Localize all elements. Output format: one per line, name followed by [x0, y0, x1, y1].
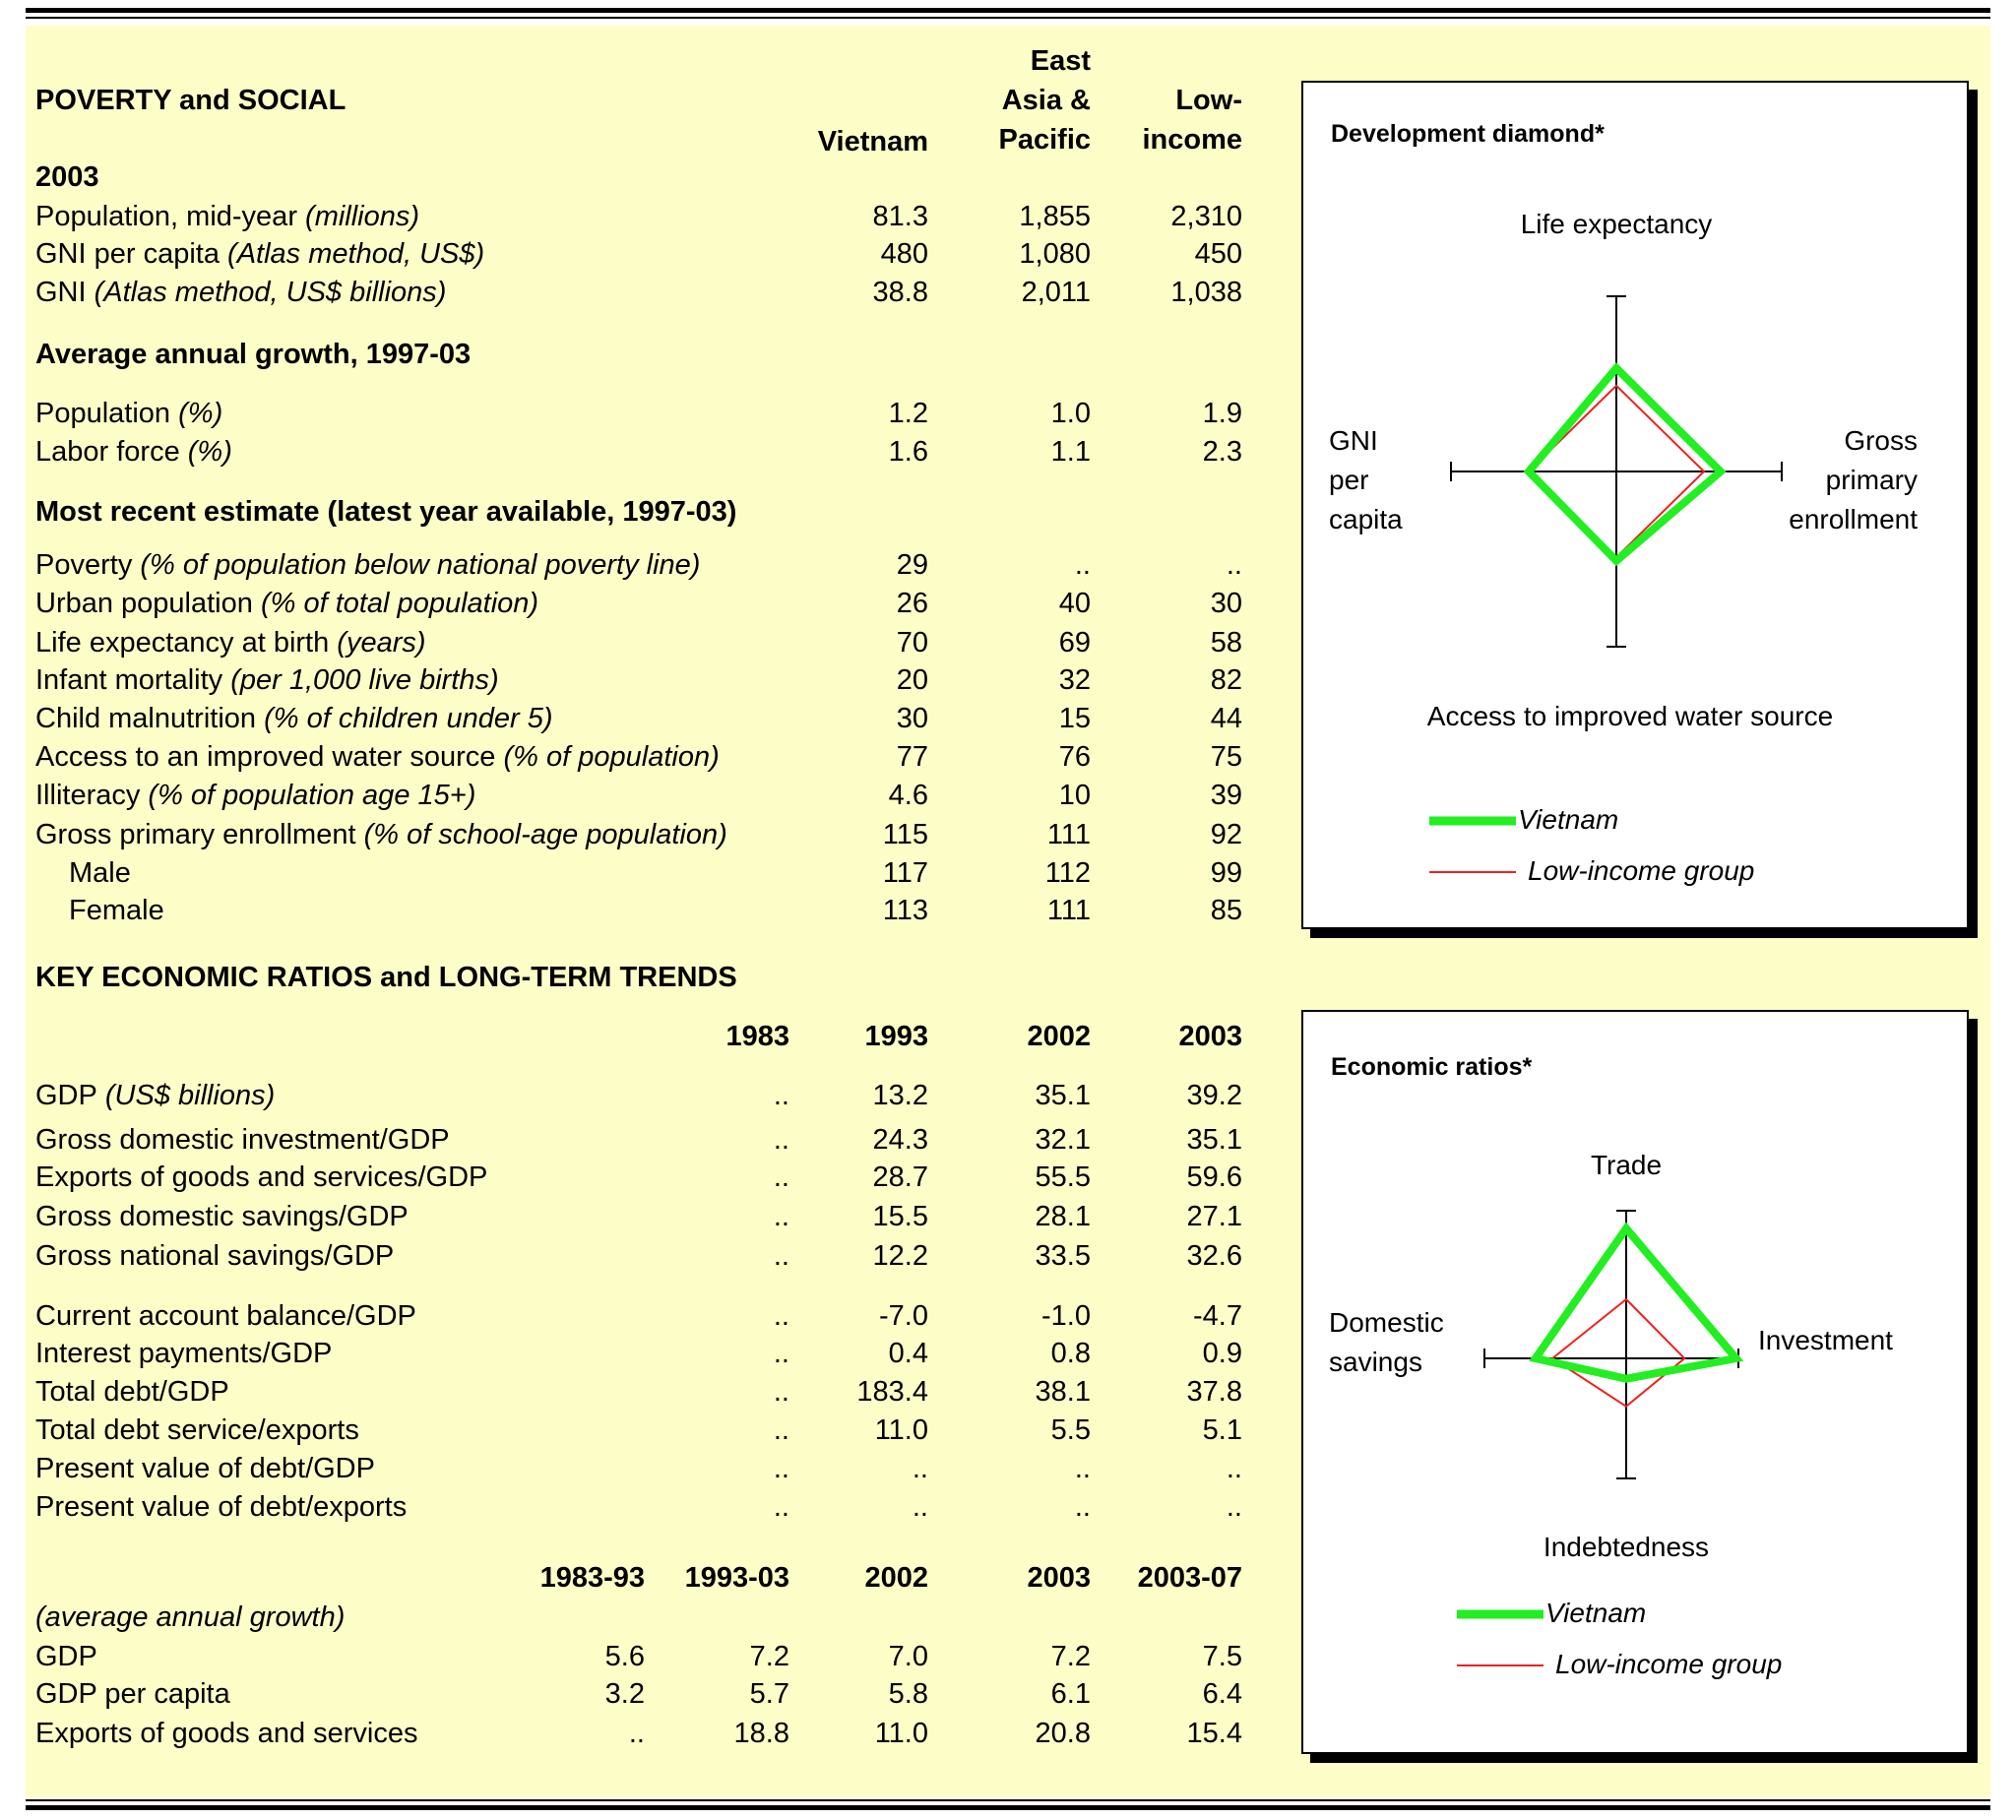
poverty-cell: 29 — [896, 549, 928, 581]
economic-cell: .. — [773, 1376, 789, 1408]
axis-label-left: savings — [1329, 1347, 1422, 1377]
poverty-row-label — [35, 740, 720, 774]
economic-cell: .. — [1074, 1453, 1091, 1484]
poverty-cell: 4.6 — [888, 780, 928, 811]
poverty-cell: 26 — [896, 588, 928, 619]
economic-cell: 12.2 — [872, 1240, 928, 1272]
poverty-row-label — [35, 779, 475, 812]
economic-row-label — [35, 1490, 407, 1524]
poverty-col-header: income — [1142, 124, 1242, 156]
row-unit: (% of children under 5) — [256, 703, 553, 734]
axis-label-left: capita — [1329, 504, 1403, 534]
axis-label-right: primary — [1825, 465, 1918, 495]
poverty-cell: 10 — [1058, 780, 1091, 811]
row-label: Present value of debt/exports — [35, 1491, 408, 1523]
axis-label-top: Life expectancy — [1520, 209, 1713, 239]
poverty-row-label — [35, 200, 419, 233]
poverty-cell: 480 — [880, 238, 928, 270]
economic-cell: 15.5 — [872, 1201, 928, 1232]
economic-cell: .. — [773, 1201, 789, 1232]
growth-col-header: 2003-07 — [1137, 1562, 1242, 1594]
economic-cell: 59.6 — [1186, 1161, 1242, 1193]
row-label: Population, mid-year — [35, 201, 297, 232]
row-unit: (% of population below national poverty line) — [132, 549, 701, 581]
legend-label: Low-income group — [1555, 1649, 1783, 1679]
row-unit: (% of population age 15+) — [140, 780, 476, 811]
poverty-cell: 30 — [896, 703, 928, 734]
poverty-row-label — [35, 702, 552, 735]
economic-cell: 24.3 — [872, 1124, 928, 1156]
economic-cell: 39.2 — [1186, 1080, 1242, 1111]
economic-cell: 11.0 — [874, 1414, 928, 1446]
axis-label-right: Investment — [1758, 1325, 1893, 1355]
poverty-cell: 58 — [1210, 627, 1242, 659]
axis-label-left: per — [1329, 465, 1369, 495]
poverty-cell: 111 — [1046, 895, 1091, 926]
economic-cell: 28.1 — [1035, 1201, 1091, 1232]
economic-cell: .. — [773, 1124, 789, 1156]
economic-row-label — [35, 1452, 375, 1485]
poverty-cell: 39 — [1210, 780, 1242, 811]
series-polygon-vietnam — [1536, 1228, 1736, 1379]
economic-cell: .. — [773, 1240, 789, 1272]
growth-cell: 20.8 — [1035, 1718, 1091, 1749]
legend-label: Vietnam — [1545, 1598, 1647, 1628]
growth-cell: 7.2 — [1050, 1641, 1091, 1672]
economic-cell: 0.9 — [1202, 1338, 1242, 1369]
poverty-cell: 92 — [1210, 819, 1242, 850]
economic-cell: .. — [773, 1338, 789, 1369]
economic-cell: .. — [773, 1161, 789, 1193]
row-label: Gross domestic savings/GDP — [35, 1201, 409, 1232]
axis-label-top: Trade — [1590, 1150, 1663, 1180]
row-label: Life expectancy at birth — [35, 627, 330, 659]
top-rule-thin — [26, 17, 1990, 19]
economic-row-label — [35, 1123, 450, 1157]
poverty-row-label — [35, 626, 426, 659]
poverty-col-header: East — [1030, 45, 1091, 77]
bottom-rule-thin — [26, 1799, 1990, 1801]
poverty-cell: 81.3 — [872, 201, 928, 232]
economic-cell: 37.8 — [1186, 1376, 1242, 1408]
growth-col-header: 1993-03 — [684, 1562, 789, 1594]
poverty-cell: 30 — [1210, 588, 1242, 619]
development-diamond-chart — [1301, 81, 1969, 929]
top-rule-thick — [26, 8, 1990, 13]
poverty-cell: 1.9 — [1202, 398, 1242, 429]
economic-cell: 28.7 — [872, 1161, 928, 1193]
row-label: Exports of goods and services/GDP — [35, 1161, 488, 1193]
poverty-row-label — [35, 397, 222, 430]
growth-cell: 5.7 — [749, 1678, 789, 1710]
poverty-cell: 82 — [1210, 664, 1242, 696]
poverty-cell: 40 — [1058, 588, 1091, 619]
economic-cell: .. — [773, 1414, 789, 1446]
poverty-cell: 77 — [896, 741, 928, 773]
axis-label-bottom: Access to improved water source — [1426, 701, 1834, 731]
economic-cell: 5.5 — [1050, 1414, 1091, 1446]
poverty-cell: 75 — [1210, 741, 1242, 773]
economic-col-header: 1983 — [725, 1021, 789, 1052]
axis-label-left: Domestic — [1329, 1307, 1444, 1338]
poverty-cell: 1,038 — [1170, 277, 1242, 308]
poverty-cell: 1.6 — [888, 436, 928, 468]
economic-cell: .. — [1226, 1491, 1242, 1523]
economic-cell: 55.5 — [1035, 1161, 1091, 1193]
growth-cell: 7.2 — [749, 1641, 789, 1672]
economic-row-label — [35, 1079, 275, 1112]
economic-row-label — [35, 1413, 359, 1447]
growth-cell: 7.0 — [888, 1641, 928, 1672]
row-label: Male — [69, 857, 131, 889]
poverty-cell: 2,310 — [1170, 201, 1242, 232]
poverty-cell: 117 — [882, 857, 928, 889]
growth-cell: 6.4 — [1202, 1678, 1242, 1710]
row-label: Population — [35, 398, 171, 429]
chart-title: Development diamond* — [1331, 120, 1605, 148]
row-unit: (Atlas method, US$) — [219, 238, 485, 270]
growth-cell: 6.1 — [1050, 1678, 1091, 1710]
axis-label-left: GNI — [1329, 425, 1378, 456]
economic-cell: 5.1 — [1202, 1414, 1242, 1446]
poverty-year-label: 2003 — [35, 161, 99, 193]
economic-cell: 35.1 — [1035, 1080, 1091, 1111]
economic-cell: 183.4 — [856, 1376, 928, 1408]
row-label: Total debt/GDP — [35, 1376, 229, 1408]
growth-cell: 7.5 — [1202, 1641, 1242, 1672]
poverty-cell: 76 — [1058, 741, 1091, 773]
poverty-cell: .. — [1226, 549, 1242, 581]
row-label: Current account balance/GDP — [35, 1300, 416, 1332]
economic-cell: .. — [1226, 1453, 1242, 1484]
economic-cell: 0.8 — [1050, 1338, 1091, 1369]
poverty-row-label — [35, 237, 484, 271]
economic-cell: 27.1 — [1186, 1201, 1242, 1232]
economic-section-title: KEY ECONOMIC RATIOS and LONG-TERM TRENDS — [35, 962, 737, 993]
growth-subheading: (average annual growth) — [35, 1601, 346, 1633]
economic-row-label — [35, 1239, 394, 1273]
poverty-cell: 1,855 — [1019, 201, 1091, 232]
poverty-cell: 115 — [882, 819, 928, 850]
poverty-cell: 15 — [1058, 703, 1091, 734]
growth-cell: 11.0 — [874, 1718, 928, 1749]
growth-col-header: 2002 — [864, 1562, 928, 1594]
row-unit: (Atlas method, US$ billions) — [86, 277, 447, 308]
poverty-group-heading: Average annual growth, 1997-03 — [35, 339, 472, 370]
economic-cell: .. — [1074, 1491, 1091, 1523]
row-unit: (years) — [329, 627, 426, 659]
growth-col-header: 1983-93 — [539, 1562, 645, 1594]
row-unit: (%) — [170, 398, 223, 429]
economic-row-label — [35, 1299, 416, 1333]
growth-cell: 3.2 — [604, 1678, 645, 1710]
poverty-cell: 85 — [1210, 895, 1242, 926]
economic-ratios-chart — [1301, 1010, 1969, 1754]
poverty-cell: 2,011 — [1021, 277, 1091, 308]
poverty-row-label — [35, 548, 700, 582]
poverty-cell: 1.1 — [1050, 436, 1091, 468]
chart-title: Economic ratios* — [1331, 1053, 1533, 1081]
row-label: Infant mortality — [35, 664, 223, 696]
growth-row-label: Exports of goods and services — [35, 1718, 418, 1749]
economic-cell: 32.1 — [1035, 1124, 1091, 1156]
poverty-section-title: POVERTY and SOCIAL — [35, 85, 346, 116]
poverty-col-header: Low- — [1175, 85, 1242, 116]
row-unit: (% of total population) — [252, 588, 539, 619]
economic-col-header: 2002 — [1027, 1021, 1091, 1052]
poverty-cell: 69 — [1058, 627, 1091, 659]
economic-cell: .. — [773, 1300, 789, 1332]
economic-row-label — [35, 1200, 409, 1233]
economic-row-label — [35, 1161, 487, 1194]
growth-cell: .. — [628, 1718, 645, 1749]
poverty-cell: 2.3 — [1202, 436, 1242, 468]
growth-row-label: GDP — [35, 1641, 97, 1672]
economic-cell: 38.1 — [1035, 1376, 1091, 1408]
row-label: Interest payments/GDP — [35, 1338, 333, 1369]
poverty-cell: 99 — [1210, 857, 1242, 889]
poverty-cell: 38.8 — [872, 277, 928, 308]
axis-label-right: Gross — [1844, 425, 1918, 456]
poverty-cell: 1,080 — [1019, 238, 1091, 270]
economic-col-header: 1993 — [864, 1021, 928, 1052]
growth-row-label: GDP per capita — [35, 1678, 230, 1710]
growth-cell: 18.8 — [733, 1718, 789, 1749]
row-label: Female — [69, 895, 164, 926]
poverty-row-label — [35, 663, 499, 697]
row-unit: (per 1,000 live births) — [222, 664, 499, 696]
poverty-cell: 112 — [1044, 857, 1091, 889]
row-unit: (US$ billions) — [96, 1080, 276, 1111]
growth-col-header: 2003 — [1027, 1562, 1091, 1594]
economic-cell: 35.1 — [1186, 1124, 1242, 1156]
row-unit: (% of population) — [495, 741, 720, 773]
row-unit: (millions) — [296, 201, 420, 232]
economic-cell: -4.7 — [1193, 1300, 1242, 1332]
growth-cell: 5.6 — [604, 1641, 645, 1672]
economic-row-label — [35, 1337, 332, 1370]
poverty-cell: 1.2 — [888, 398, 928, 429]
economic-cell: 0.4 — [888, 1338, 928, 1369]
poverty-col-header: Pacific — [998, 124, 1091, 156]
poverty-row-label — [69, 856, 131, 890]
poverty-cell: 20 — [896, 664, 928, 696]
poverty-col-header: Asia & — [1001, 85, 1091, 116]
row-label: Labor force — [35, 436, 180, 468]
poverty-row-label — [35, 818, 727, 851]
row-unit: (%) — [179, 436, 232, 468]
row-label: GNI per capita — [35, 238, 220, 270]
economic-cell: .. — [773, 1453, 789, 1484]
series-polygon-low-income-group — [1552, 1299, 1684, 1407]
poverty-row-label — [69, 894, 164, 927]
poverty-col-header: Vietnam — [817, 126, 928, 157]
row-label: Total debt service/exports — [35, 1414, 359, 1446]
economic-row-label — [35, 1375, 229, 1409]
bottom-rule-thick — [26, 1805, 1990, 1810]
row-label: Poverty — [35, 549, 133, 581]
economic-cell: -1.0 — [1041, 1300, 1091, 1332]
row-label: Urban population — [35, 588, 253, 619]
row-unit: (% of school-age population) — [355, 819, 727, 850]
row-label: GNI — [35, 277, 87, 308]
poverty-cell: 32 — [1058, 664, 1091, 696]
row-label: Illiteracy — [35, 780, 141, 811]
poverty-cell: 70 — [896, 627, 928, 659]
economic-cell: .. — [912, 1453, 928, 1484]
poverty-group-heading: Most recent estimate (latest year available, 1997-03) — [35, 496, 737, 528]
poverty-row-label — [35, 587, 538, 620]
row-label: Present value of debt/GDP — [35, 1453, 375, 1484]
row-label: Child malnutrition — [35, 703, 257, 734]
poverty-cell: 111 — [1046, 819, 1091, 850]
row-label: GDP — [35, 1080, 97, 1111]
legend-label: Vietnam — [1518, 804, 1619, 835]
poverty-cell: 1.0 — [1050, 398, 1091, 429]
poverty-cell: 113 — [882, 895, 928, 926]
axis-label-right: enrollment — [1789, 504, 1918, 534]
economic-cell: 33.5 — [1035, 1240, 1091, 1272]
row-label: Gross national savings/GDP — [35, 1240, 395, 1272]
legend-label: Low-income group — [1528, 855, 1755, 886]
axis-label-bottom: Indebtedness — [1543, 1532, 1710, 1562]
economic-cell: .. — [773, 1491, 789, 1523]
poverty-row-label — [35, 276, 446, 309]
row-label: Gross primary enrollment — [35, 819, 356, 850]
poverty-cell: 44 — [1210, 703, 1242, 734]
economic-cell: -7.0 — [879, 1300, 928, 1332]
growth-cell: 5.8 — [888, 1678, 928, 1710]
economic-cell: .. — [773, 1080, 789, 1111]
poverty-cell: .. — [1074, 549, 1091, 581]
poverty-cell: 450 — [1194, 238, 1242, 270]
growth-cell: 15.4 — [1186, 1718, 1242, 1749]
radar-svg — [1303, 1012, 1967, 1752]
economic-cell: 32.6 — [1186, 1240, 1242, 1272]
economic-cell: .. — [912, 1491, 928, 1523]
economic-col-header: 2003 — [1178, 1021, 1242, 1052]
poverty-row-label — [35, 435, 232, 469]
economic-cell: 13.2 — [872, 1080, 928, 1111]
row-label: Access to an improved water source — [35, 741, 496, 773]
row-label: Gross domestic investment/GDP — [35, 1124, 450, 1156]
